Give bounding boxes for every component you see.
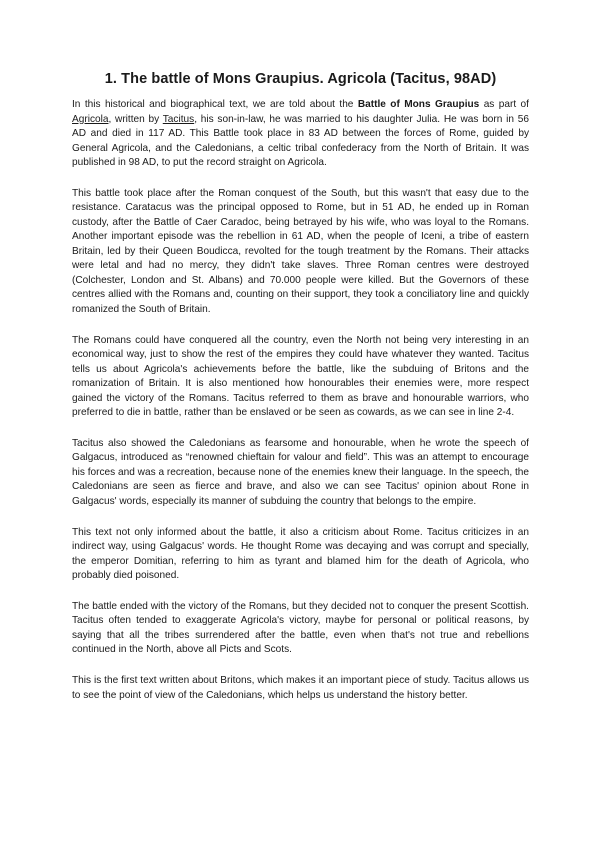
paragraph-conclusion: This is the first text written about Britons, which makes it an important piece of study. Tacitus allows us to see the point of view of the Caledonians, which helps us understand the history better. xyxy=(72,675,529,701)
document-title: 1. The battle of Mons Graupius. Agricola (Tacitus, 98AD) xyxy=(104,71,497,87)
battle-name: Battle of Mons Graupius xyxy=(357,99,480,110)
paragraph-outcome: The battle ended with the victory of the Romans, but they decided not to conquer the present Scottish. Tacitus often tended to exaggerate Agricola's victory, maybe for personal or political reasons, by saying that all the tribes surrendered after the battle, even when that's not true and rebellions continued in the North, above all Picts and Scots. xyxy=(72,600,529,656)
document-page xyxy=(72,70,529,720)
paragraph-intro: In this historical and biographical text, we are told about the Battle of Mons Graupius as part of Agricola, written by Tacitus, his son-in-law, he was married to his daughter Julia. He was born in 56 AD and died in 117 AD. This Battle took place in 83 AD between the forces of Rome, guided by General Agricola, and the Caledonians, a celtic tribal confederacy from the North of Britain. It was published in 98 AD, to put the record straight on Agricola. xyxy=(72,99,529,168)
agricola-link: Agricola xyxy=(72,113,109,125)
tacitus-link: Tacitus xyxy=(162,113,195,125)
paragraph-background: This battle took place after the Roman conquest of the South, but this wasn't that easy due to the resistance. Caratacus was the principal opposed to Rome, but in 51 AD, he ended up in Roman custody, after the Battle of Caer Caradoc, being betrayed by his wife, who was loyal to the Romans. Another important episode was the rebellion in 61 AD, when the people of Iceni, a tribe of eastern Britain, led by their Queen Boudicca, revolted for the tough treatment by the Romans. Their attacks were letal and had no mercy, they didn't take slaves. Three Roman centres were destroyed (Colchester, London and St. Albans) and 70.000 people were killed. But the Governors of these centres allied with the Romans and, counting on their support, they took a conciliatory line and quickly romanized the South of Britain. xyxy=(72,187,529,315)
paragraph-criticism: This text not only informed about the battle, it also a criticism about Rome. Tacitus criticizes in an indirect way, using Galgacus' words. He thought Rome was decaying and was corrupt and specially, the emperor Domitian, referring to him as tyrant and blamed him for the death of Agricola, who probably died poisoned. xyxy=(72,526,529,582)
paragraph-caledonians: Tacitus also showed the Caledonians as fearsome and honourable, when he wrote the speech of Galgacus, introduced as “renowned chieftain for valour and field”. This was an attempt to encourage his forces and was a recreation, because none of the enemies knew their language. In the speech, the Caledonians are seen as fierce and brave, and also we can see Tacitus' opinion about Rone in Galgacus' words, especially its manner of subduing the country that belongs to the empire. xyxy=(72,437,529,507)
paragraph-conquest: The Romans could have conquered all the country, even the North not being very interesting in an economical way, just to show the rest of the empires they could have whatever they wanted. Tacitus tells us about Agricola's achievements before the battle, like the subduing of Britons and the romanization of Britain. It is also mentioned how honourables their enemies were, more respect gained the victory of the Romans. Tacitus referred to them as brave and honourable warriors, who preferred to die in battle, rather than be enslaved or be seen as cowards, as we can see in line 2-4. xyxy=(72,334,529,419)
